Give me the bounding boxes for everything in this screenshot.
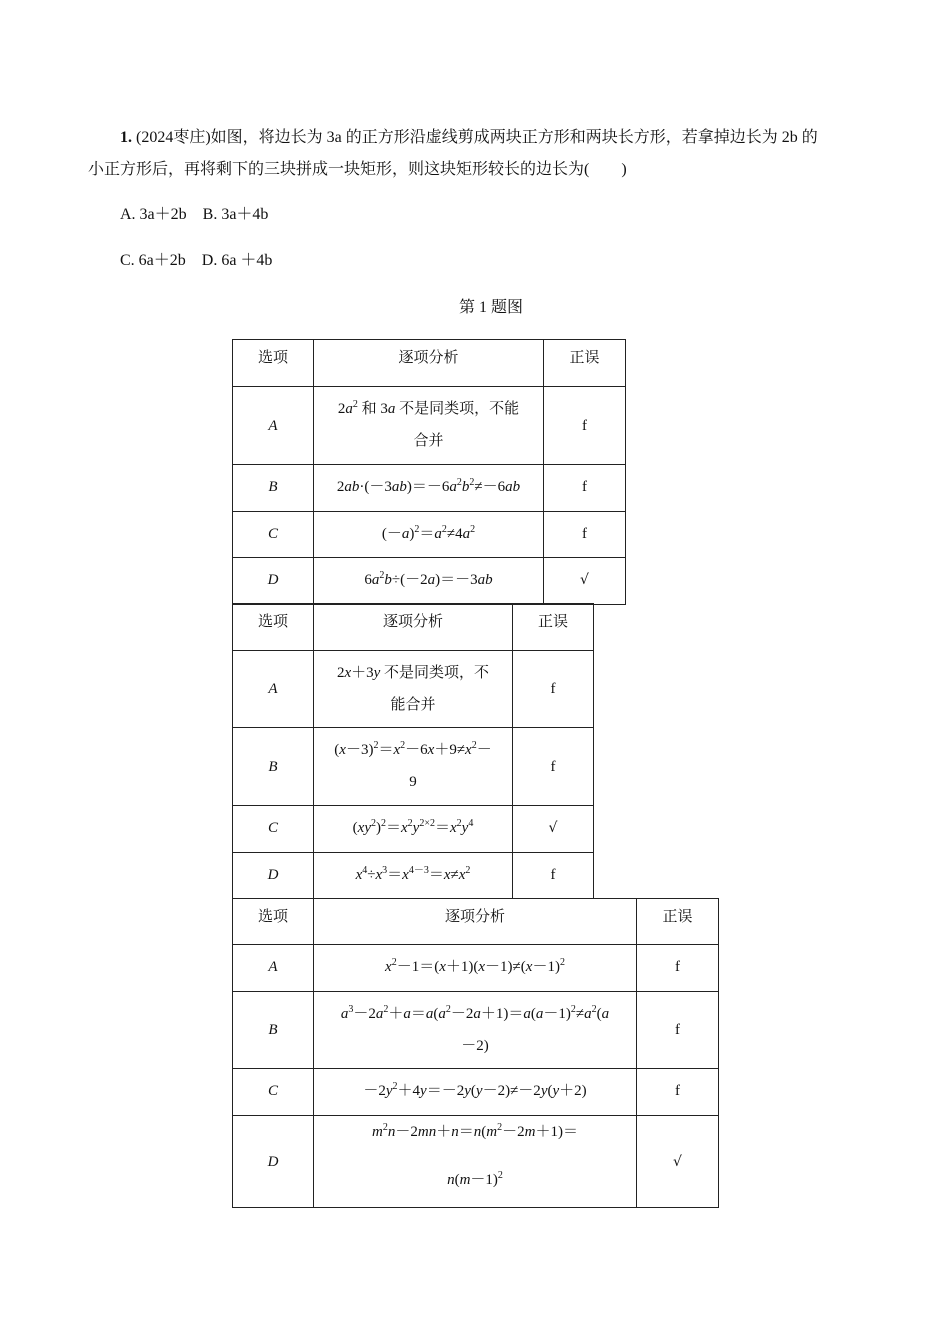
- row-mark: f: [544, 465, 626, 512]
- analysis-table-1: [232, 339, 626, 605]
- header-option: 选项: [233, 340, 314, 387]
- row-analysis: $m^2n-2mn+n=n(m^2-2m+1)=$ $n(m-1)^2$: [314, 1116, 637, 1208]
- row-mark: f: [513, 651, 594, 728]
- row-mark: f: [544, 387, 626, 465]
- options-row-1: A. 3a＋2b B. 3a＋4b: [120, 206, 269, 223]
- row-option: C: [233, 1069, 314, 1116]
- row-mark: √: [544, 558, 626, 605]
- row-mark: √: [637, 1116, 719, 1208]
- question-number: 1.: [120, 129, 132, 146]
- table-row: [233, 1116, 719, 1208]
- row-option: B: [233, 992, 314, 1069]
- row-option: D: [233, 853, 314, 899]
- row-option: B: [233, 728, 314, 806]
- header-mark: 正误: [544, 340, 626, 387]
- row-mark: f: [637, 992, 719, 1069]
- row-mark: f: [637, 945, 719, 992]
- row-mark: √: [513, 806, 594, 853]
- table-row: [233, 945, 719, 992]
- row-analysis: $x^4\div x^3=x^{4-3}=x\ne x^2$: [314, 853, 513, 899]
- table-row: [233, 992, 719, 1069]
- options-row-2: C. 6a＋2b D. 6a ＋4b: [120, 252, 273, 269]
- row-analysis: $(-a)^2=a^2\ne 4a^2$: [314, 512, 544, 558]
- header-mark: 正误: [513, 604, 594, 651]
- table-header-row: [233, 899, 719, 945]
- row-option: A: [233, 387, 314, 465]
- table-row: [233, 806, 594, 853]
- row-mark: f: [637, 1069, 719, 1116]
- table-header-row: [233, 340, 626, 387]
- row-analysis: $(xy^2)^2=x^2y^{2\times 2}=x^2y^4$: [314, 806, 513, 853]
- row-analysis: $2ab\cdot(-3ab)=-6a^2b^2\ne-6ab$: [314, 465, 544, 512]
- row-option: D: [233, 558, 314, 605]
- row-analysis: 2x＋3y 不是同类项，不 能合并: [314, 651, 513, 728]
- header-option: 选项: [233, 604, 314, 651]
- row-mark: f: [513, 728, 594, 806]
- table-row: [233, 465, 626, 512]
- row-option: B: [233, 465, 314, 512]
- header-mark: 正误: [637, 899, 719, 945]
- row-analysis: $2a^2$ 和 3a 不是同类项，不能 合并: [314, 387, 544, 465]
- question-text-1: (2024枣庄)如图，将边长为 3a 的正方形沿虚线剪成两块正方形和两块长方形，若拿掉边长为 2b 的: [136, 129, 818, 146]
- row-option: C: [233, 512, 314, 558]
- table-row: [233, 651, 594, 728]
- row-option: C: [233, 806, 314, 853]
- row-option: A: [233, 651, 314, 728]
- analysis-table-2: [232, 603, 594, 899]
- row-analysis: $a^3-2a^2+a=a(a^2-2a+1)=a(a-1)^2\ne a^2(a$ －2): [314, 992, 637, 1069]
- row-analysis: $(x-3)^2=x^2-6x+9\ne x^2-$ 9: [314, 728, 513, 806]
- row-option: D: [233, 1116, 314, 1208]
- table-row: [233, 1069, 719, 1116]
- table-row: [233, 728, 594, 806]
- row-analysis: $x^2-1=(x+1)(x-1)\ne(x-1)^2$: [314, 945, 637, 992]
- question-line-1: [88, 126, 910, 150]
- analysis-table-3: [232, 898, 719, 1208]
- row-analysis: $-2y^2+4y=-2y(y-2)\ne-2y(y+2)$: [314, 1069, 637, 1116]
- header-analysis: 逐项分析: [314, 604, 513, 651]
- header-analysis: 逐项分析: [314, 899, 637, 945]
- header-option: 选项: [233, 899, 314, 945]
- row-analysis: $6a^2b\div(-2a)=-3ab$: [314, 558, 544, 605]
- table-row: [233, 387, 626, 465]
- question-line-2: 小正方形后，再将剩下的三块拼成一块矩形，则这块矩形较长的边长为( ): [88, 161, 627, 178]
- row-mark: f: [513, 853, 594, 899]
- figure-caption: 第 1 题图: [458, 299, 523, 316]
- header-analysis: 逐项分析: [314, 340, 544, 387]
- table-row: [233, 853, 594, 899]
- row-mark: f: [544, 512, 626, 558]
- table-header-row: [233, 604, 594, 651]
- table-row: [233, 558, 626, 605]
- table-row: [233, 512, 626, 558]
- row-option: A: [233, 945, 314, 992]
